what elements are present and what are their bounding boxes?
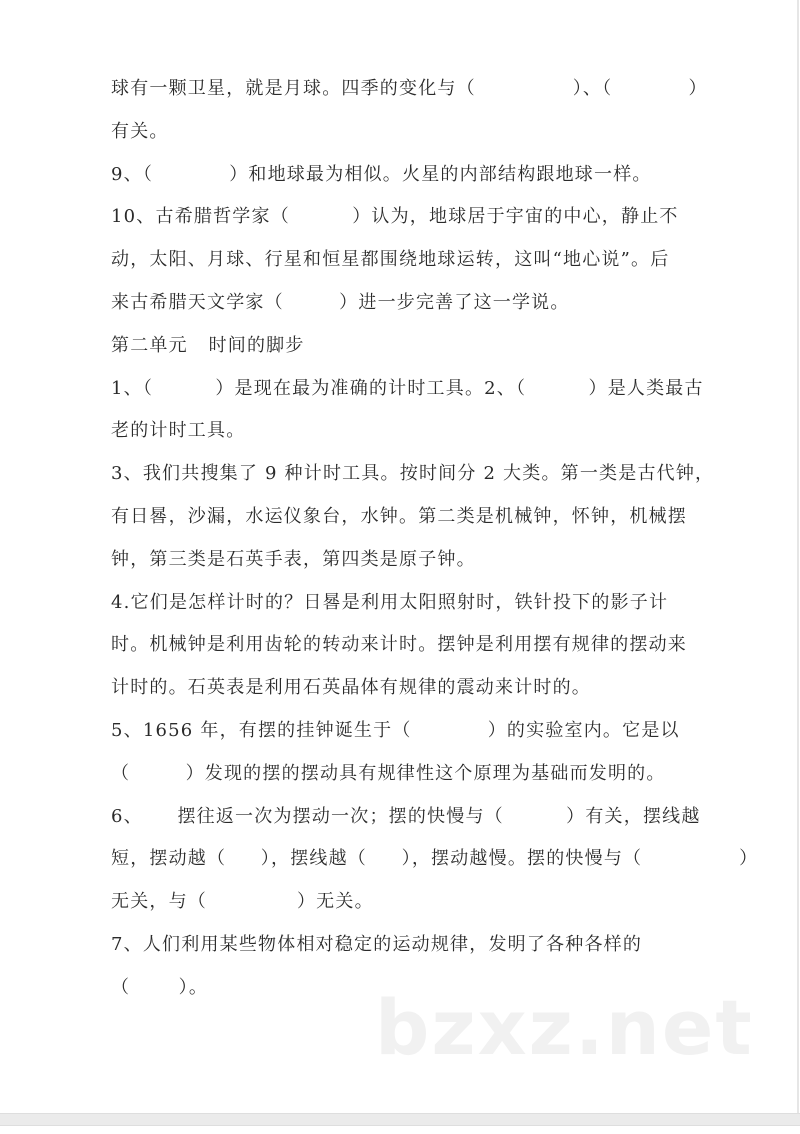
text-line: 老的计时工具。: [111, 420, 246, 442]
question-5: 5、1656 年，有摆的挂钟诞生于（ ）的实验室内。它是以: [111, 719, 680, 741]
question-4: 4.它们是怎样计时的？日晷是利用太阳照射时，铁针投下的影子计: [111, 591, 669, 613]
unit-heading: 第二单元 时间的脚步: [111, 334, 305, 356]
text-line: 短，摆动越（ ），摆线越（ ），摆动越慢。摆的快慢与（ ）: [111, 848, 759, 870]
text-line: （ ）。: [111, 976, 209, 998]
watermark: bzxz.net: [375, 983, 754, 1072]
text-line: 动，太阳、月球、行星和恒星都围绕地球运转，这叫“地心说”。后: [111, 249, 670, 271]
question-3: 3、我们共搜集了 9 种计时工具。按时间分 2 大类。第一类是古代钟，: [111, 463, 715, 485]
text-line: 球有一颗卫星，就是月球。四季的变化与（ ）、（ ）: [111, 78, 708, 99]
text-line: 来古希腊天文学家（ ）进一步完善了这一学说。: [111, 291, 570, 313]
text-line: 计时的。石英表是利用石英晶体有规律的震动来计时的。: [111, 677, 591, 699]
question-10: 10、古希腊哲学家（ ）认为，地球居于宇宙的中心，静止不: [111, 206, 679, 228]
text-line: （ ）发现的摆的摆动具有规律性这个原理为基础而发明的。: [111, 762, 666, 784]
document-body: [111, 68, 759, 1010]
text-line: 时。机械钟是利用齿轮的转动来计时。摆钟是利用摆有规律的摆动来: [111, 634, 687, 656]
question-6: 6、 摆往返一次为摆动一次；摆的快慢与（ ）有关，摆线越: [111, 805, 701, 827]
text-line: 有关。: [111, 120, 169, 142]
page-separator: [0, 1113, 800, 1126]
text-line: 钟，第三类是石英手表，第四类是原子钟。: [111, 548, 476, 570]
question-7: 7、人们利用某些物体相对稳定的运动规律，发明了各种各样的: [111, 933, 643, 955]
text-line: 有日晷，沙漏，水运仪象台，水钟。第二类是机械钟，怀钟，机械摆: [111, 505, 687, 527]
text-line: 无关，与（ ）无关。: [111, 891, 374, 913]
question-9: 9、（ ）和地球最为相似。火星的内部结构跟地球一样。: [111, 163, 652, 185]
question-1-2: 1、（ ）是现在最为准确的计时工具。2、（ ）是人类最古: [111, 377, 704, 399]
